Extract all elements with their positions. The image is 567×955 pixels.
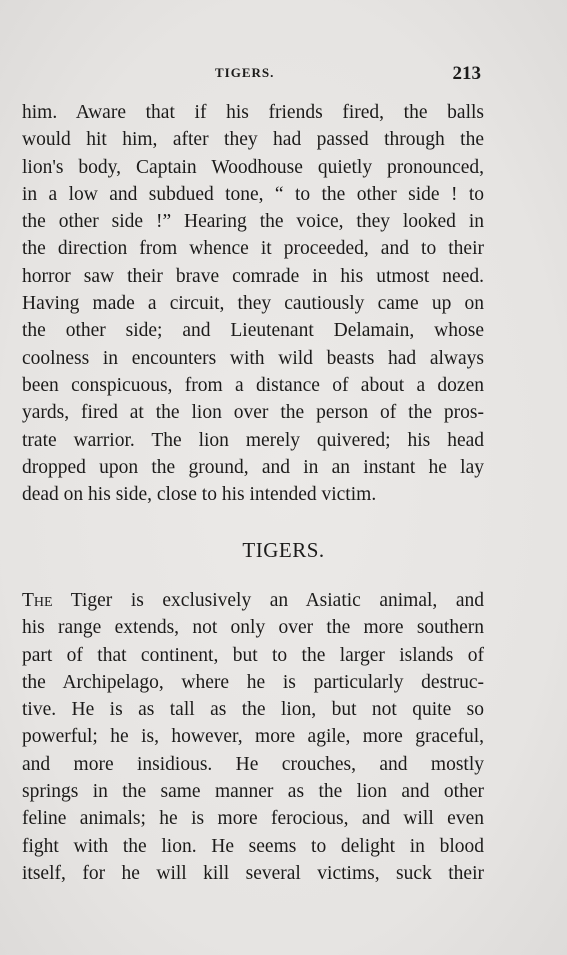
text-line: horror saw their brave comrade in his utmost need. xyxy=(22,265,484,287)
text-line: and more insidious. He crouches, and mostly xyxy=(22,753,484,775)
text-line xyxy=(22,587,484,614)
text-line: yards, fired at the lion over the person of the pros- xyxy=(22,402,484,424)
text-line: would hit him, after they had passed through the xyxy=(22,129,484,151)
page-header xyxy=(22,63,481,89)
text-line: lion's body, Captain Woodhouse quietly pronounced, xyxy=(22,156,484,178)
text-fragment: Tiger is exclusively an Asiatic animal, and xyxy=(52,590,484,611)
paragraph-lion-story xyxy=(22,99,484,508)
text-line: itself, for he will kill several victims, suck their xyxy=(22,862,484,884)
text-line: part of that continent, but to the larger islands of xyxy=(22,644,484,666)
text-line: his range extends, not only over the more southern xyxy=(22,617,484,639)
text-line: the other side !” Hearing the voice, they looked in xyxy=(22,211,484,233)
text-line: him. Aware that if his friends fired, the balls xyxy=(22,102,484,123)
section-heading: TIGERS. xyxy=(242,538,325,562)
text-line: been conspicuous, from a distance of about a dozen xyxy=(22,374,484,396)
text-line: the direction from whence it proceeded, and to their xyxy=(22,238,484,260)
text-line: trate warrior. The lion merely quivered; his head xyxy=(22,429,484,451)
drop-word: The xyxy=(22,590,53,611)
text-line: in a low and subdued tone, “ to the other side ! to xyxy=(22,183,484,205)
text-line: powerful; he is, however, more agile, more graceful, xyxy=(22,726,484,748)
text-line: tive. He is as tall as the lion, but not quite so xyxy=(22,699,484,721)
paragraph-tigers xyxy=(22,587,484,887)
text-line: fight with the lion. He seems to delight in blood xyxy=(22,835,484,857)
page-number: 213 xyxy=(452,63,481,84)
running-title: TIGERS. xyxy=(215,65,275,80)
text-line: springs in the same manner as the lion and other xyxy=(22,781,484,803)
text-line: dead on his side, close to his intended victim. xyxy=(22,484,377,506)
text-line: dropped upon the ground, and in an instant he lay xyxy=(22,456,484,478)
text-line: the Archipelago, where he is particularly destruc- xyxy=(22,671,484,693)
text-line: Having made a circuit, they cautiously came up on xyxy=(22,293,484,315)
text-line: feline animals; he is more ferocious, and will even xyxy=(22,808,484,830)
text-line: coolness in encounters with wild beasts had always xyxy=(22,347,484,369)
text-line: the other side; and Lieutenant Delamain, whose xyxy=(22,320,484,342)
